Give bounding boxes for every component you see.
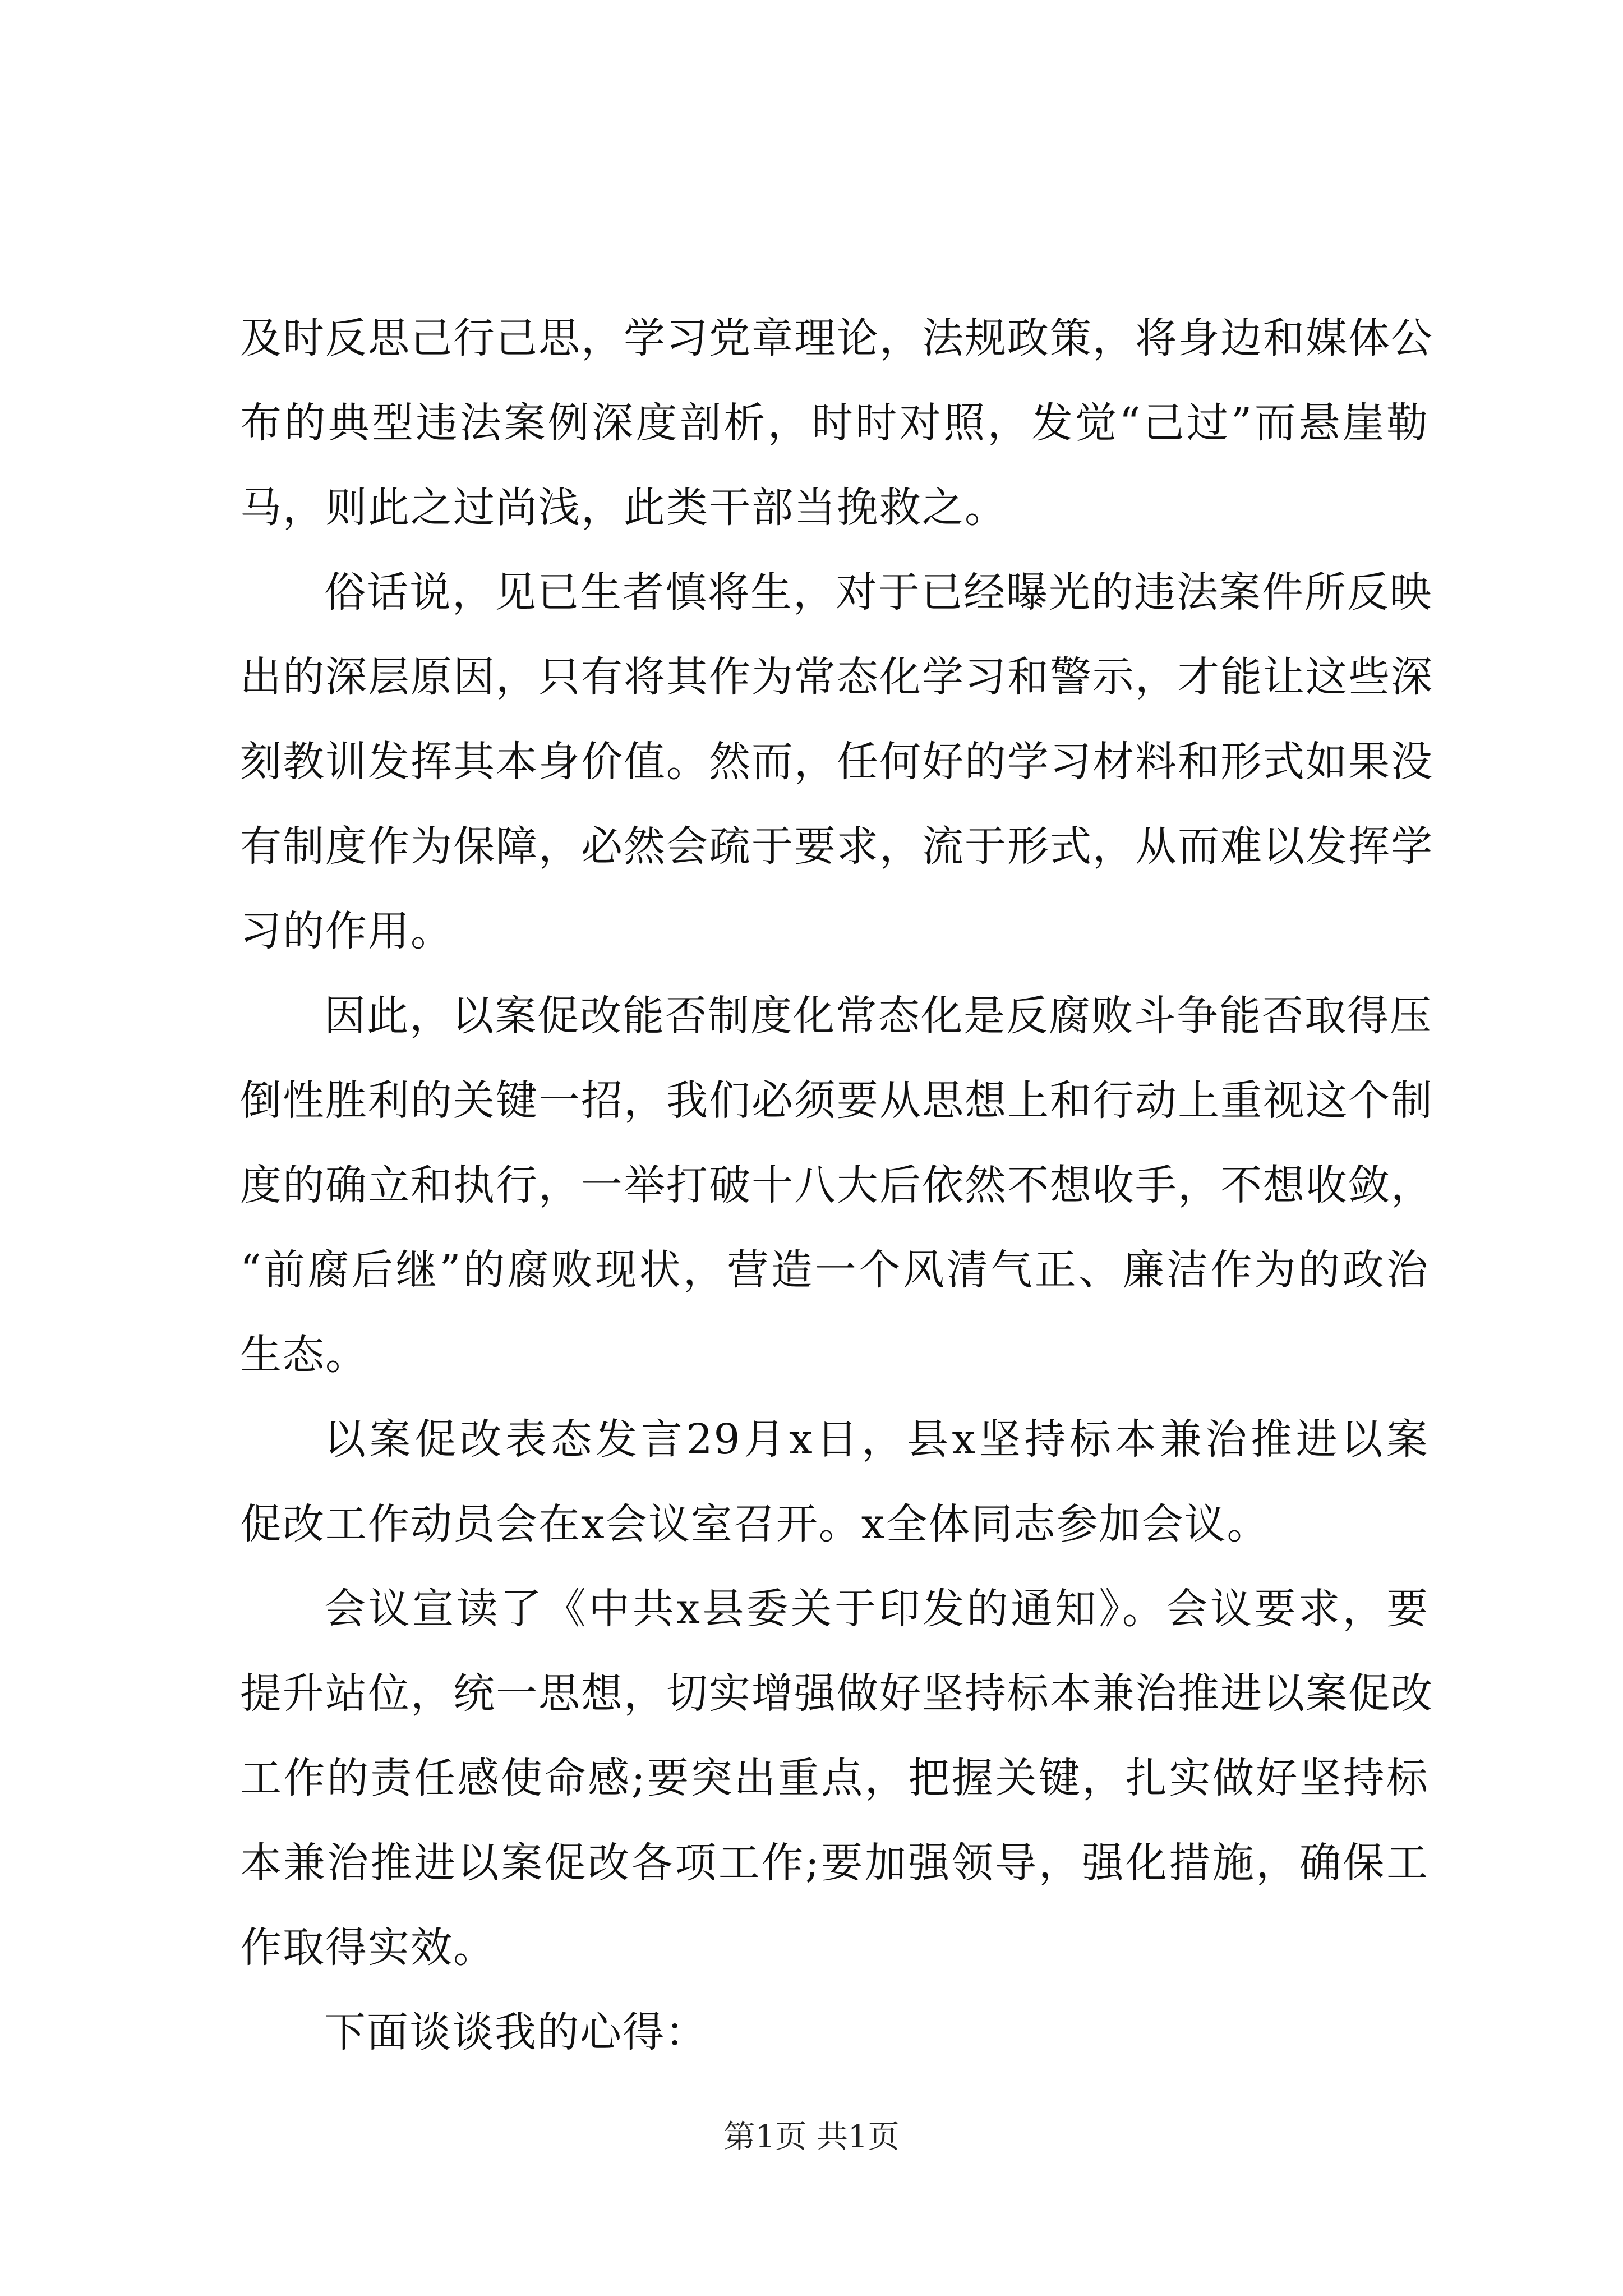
text-line: 倒性胜利的关键一招，我们必须要从思想上和行动上重视这个制: [240, 1076, 1433, 1125]
text-line: 提升站位，统一思想，切实增强做好坚持标本兼治推进以案促改: [240, 1669, 1433, 1718]
text-line: 马，则此之过尚浅，此类干部当挽救之。: [240, 484, 1007, 532]
text-line: 刻教训发挥其本身价值。然而，任何好的学习材料和形式如果没: [240, 738, 1433, 786]
document-body: [240, 296, 1433, 2075]
text-line: 度的确立和执行，一举打破十八大后依然不想收手，不想收敛，: [240, 1161, 1433, 1209]
text-line: 布的典型违法案例深度剖析，时时对照，发觉“己过”而悬崖勒: [240, 399, 1429, 447]
paragraph-first-line: 下面谈谈我的心得：: [324, 2008, 708, 2056]
page-footer: 第1页 共1页: [723, 2119, 900, 2155]
text-line: 及时反思己行己思，学习党章理论，法规政策，将身边和媒体公: [240, 314, 1433, 362]
text-line: 工作的责任感使命感;要突出重点，把握关键，扎实做好坚持标: [240, 1754, 1429, 1802]
text-line: 作取得实效。: [240, 1924, 496, 1972]
paragraph-first-line: 因此，以案促改能否制度化常态化是反腐败斗争能否取得压: [324, 992, 1432, 1040]
paragraph-first-line: 会议宣读了《中共x县委关于印发的通知》。会议要求，要: [324, 1585, 1429, 1633]
text-line: 促改工作动员会在x会议室召开。x全体同志参加会议。: [240, 1500, 1270, 1548]
text-line: 习的作用。: [240, 907, 453, 955]
paragraph-first-line: 以案促改表态发言29月x日，县x坚持标本兼治推进以案: [324, 1415, 1429, 1464]
paragraph-first-line: 俗话说，见已生者慎将生，对于已经曝光的违法案件所反映: [324, 568, 1432, 616]
text-line: 生态。: [240, 1331, 368, 1379]
text-line: 本兼治推进以案促改各项工作;要加强领导，强化措施，确保工: [240, 1839, 1429, 1887]
text-line: “前腐后继”的腐败现状，营造一个风清气正、廉洁作为的政治: [240, 1246, 1429, 1294]
text-line: 出的深层原因，只有将其作为常态化学习和警示，才能让这些深: [240, 653, 1433, 701]
text-line: 有制度作为保障，必然会疏于要求，流于形式，从而难以发挥学: [240, 822, 1433, 871]
